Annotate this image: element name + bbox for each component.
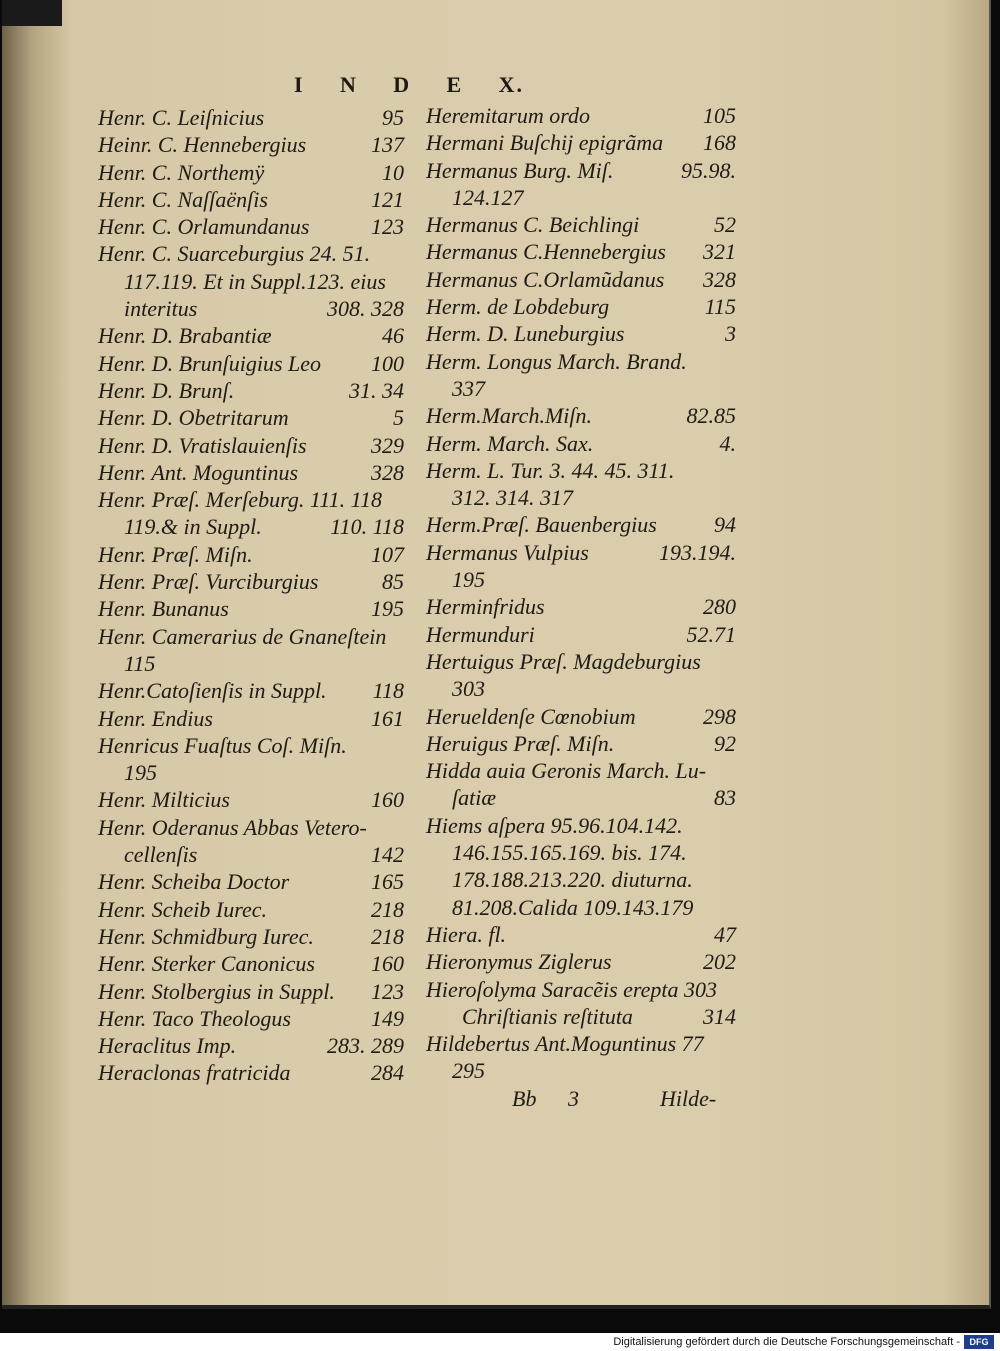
entry-page-number: 52	[714, 212, 736, 238]
index-entry	[98, 350, 404, 377]
index-entry	[98, 677, 404, 704]
index-entry	[426, 593, 736, 620]
index-entry	[426, 430, 736, 457]
entry-text: Henr. Milticius	[98, 787, 230, 813]
entry-page-number: 121	[371, 186, 404, 212]
entry-text: Henr. Præſ. Vurciburgius	[98, 569, 319, 595]
scan-edge	[2, 0, 62, 26]
index-entry	[426, 976, 736, 1003]
index-entry	[426, 402, 736, 429]
entry-text: Henricus Fuaſtus Coſ. Miſn.	[98, 732, 347, 758]
entry-page-number: 105	[703, 103, 736, 128]
entry-text: Herm. L. Tur. 3. 44. 45. 311.	[426, 457, 675, 483]
entry-text: cellenſis	[124, 842, 198, 868]
index-entry	[426, 1030, 736, 1057]
entry-text: Heinr. C. Hennebergius	[98, 132, 307, 158]
index-entry	[98, 923, 404, 950]
entry-text: Henr.Catoſienſis in Suppl.	[98, 678, 327, 704]
index-entry	[98, 759, 404, 786]
entry-text: Heremitarum ordo	[426, 103, 590, 128]
entry-page-number: 118	[372, 678, 404, 704]
entry-text: Herueldenſe Cœnobium	[426, 703, 636, 729]
entry-text: Henr. Oderanus Abbas Vetero-	[98, 814, 367, 840]
entry-text: Herminfridus	[426, 594, 545, 620]
entry-text: Hermanus C.Hennebergius	[426, 239, 666, 265]
index-entry	[426, 539, 736, 566]
index-entry	[98, 868, 404, 895]
entry-text: Henr. Ant. Moguntinus	[98, 459, 299, 485]
index-entry	[98, 786, 404, 813]
entry-page-number: 47	[714, 921, 736, 947]
index-entry	[98, 104, 404, 131]
entry-text: Hiems aſpera 95.96.104.142.	[426, 812, 683, 838]
index-entry	[426, 102, 736, 129]
index-entry	[426, 348, 736, 375]
entry-text: Hiera. fl.	[426, 921, 507, 947]
entry-text: 119.& in Suppl.	[124, 514, 262, 540]
entry-page-number: 115	[704, 294, 736, 320]
index-entry	[98, 595, 404, 622]
entry-page-number: 85	[382, 569, 404, 595]
entry-text: Hermanus Burg. Miſ.	[426, 157, 614, 183]
entry-text: 312. 314. 317	[452, 485, 573, 511]
index-entry	[426, 703, 736, 730]
entry-text: Henr. Præſ. Miſn.	[98, 541, 253, 567]
header-letter: N	[339, 72, 358, 97]
entry-page-number: 4.	[719, 430, 736, 456]
entry-page-number: 280	[703, 594, 736, 620]
entry-text: Henr. D. Brunſuigius Leo	[98, 350, 322, 376]
index-entry	[426, 1003, 736, 1030]
index-entry	[426, 1057, 736, 1084]
entry-text: Henr. C. Naſſaënſis	[98, 186, 268, 212]
entry-text: Henr. Endius	[98, 705, 213, 731]
header-letter: E	[446, 72, 464, 97]
entry-text: Henr. Præſ. Merſeburg. 111. 118	[98, 487, 382, 513]
entry-text: Henr. C. Suarceburgius 24. 51.	[98, 241, 371, 267]
entry-text: Herm. Longus March. Brand.	[426, 348, 687, 374]
signature-mark: Bb	[512, 1086, 537, 1111]
entry-text: 195	[124, 760, 157, 786]
index-entry	[98, 131, 404, 158]
header-letter: X.	[498, 72, 524, 97]
entry-text: 115	[124, 650, 156, 676]
entry-text: Herm. de Lobdeburg	[426, 294, 610, 320]
entry-text: ſatiæ	[452, 785, 497, 811]
index-entry	[98, 978, 404, 1005]
entry-page-number: 92	[714, 730, 736, 756]
entry-page-number: 298	[703, 703, 736, 729]
index-entry	[98, 950, 404, 977]
entry-page-number: 82.85	[686, 403, 736, 429]
index-entry	[426, 839, 736, 866]
index-entry	[98, 896, 404, 923]
entry-page-number: 168	[703, 130, 736, 156]
entry-text: Henr. C. Leiſnicius	[98, 105, 265, 130]
index-entry	[98, 459, 404, 486]
index-entry	[426, 293, 736, 320]
entry-page-number: 321	[703, 239, 736, 265]
index-entry	[426, 157, 736, 184]
entry-text: Henr. D. Obetritarum	[98, 405, 289, 431]
index-entry	[426, 812, 736, 839]
dfg-logo: DFG	[964, 1335, 994, 1349]
entry-page-number: 283. 289	[327, 1033, 404, 1059]
index-entry	[98, 268, 404, 295]
index-entry	[426, 484, 736, 511]
entry-text: Henr. Schmidburg Iurec.	[98, 923, 314, 949]
entry-text: Hermanus C.Orlamũdanus	[426, 266, 665, 292]
entry-text: Chriſtianis reſtituta	[462, 1003, 633, 1029]
book-page	[2, 0, 991, 1309]
entry-text: Herm. March. Sax.	[426, 430, 594, 456]
entry-text: 124.127	[452, 184, 524, 210]
entry-page-number: 94	[714, 512, 736, 538]
entry-text: Henr. D. Vratislauienſis	[98, 432, 307, 458]
entry-page-number: 329	[371, 432, 404, 458]
entry-page-number: 95.98.	[681, 157, 736, 183]
entry-text: Heraclonas fratricida	[98, 1060, 291, 1086]
index-entry	[98, 486, 404, 513]
index-entry	[426, 675, 736, 702]
index-entry	[426, 211, 736, 238]
entry-page-number: 46	[382, 323, 404, 349]
entry-page-number: 5	[393, 405, 404, 431]
index-entry	[98, 705, 404, 732]
index-entry	[98, 295, 404, 322]
index-entry	[98, 513, 404, 540]
entry-page-number: 193.194.	[659, 539, 736, 565]
entry-text: 295	[452, 1058, 485, 1084]
entry-page-number: 137	[371, 132, 404, 158]
entry-page-number: 161	[371, 705, 404, 731]
entry-text: Herm. D. Luneburgius	[426, 321, 625, 347]
entry-text: Hermanus C. Beichlingi	[426, 212, 640, 238]
entry-page-number: 308. 328	[327, 296, 404, 322]
entry-text: Hieronymus Ziglerus	[426, 949, 612, 975]
index-entry	[426, 238, 736, 265]
entry-text: Hieroſolyma Saracẽis erepta 303	[426, 976, 718, 1002]
index-column-right	[426, 102, 736, 1085]
index-entry	[98, 623, 404, 650]
entry-page-number: 95	[382, 105, 404, 130]
entry-text: Henr. C. Orlamundanus	[98, 214, 310, 240]
entry-text: Hidda auia Geronis March. Lu-	[426, 758, 707, 784]
entry-page-number: 328	[703, 266, 736, 292]
page-header	[294, 72, 524, 98]
entry-text: Hildebertus Ant.Moguntinus 77	[426, 1031, 704, 1057]
index-entry	[426, 621, 736, 648]
index-entry	[98, 1032, 404, 1059]
entry-text: Hermani Buſchij epigrãma	[426, 130, 664, 156]
entry-text: 178.188.213.220. diuturna.	[452, 867, 693, 893]
index-entry	[426, 757, 736, 784]
index-entry	[98, 159, 404, 186]
index-entry	[98, 841, 404, 868]
entry-text: 337	[452, 375, 485, 401]
index-entry	[426, 648, 736, 675]
index-entry	[98, 732, 404, 759]
index-entry	[426, 866, 736, 893]
entry-page-number: 10	[382, 159, 404, 185]
index-entry	[426, 184, 736, 211]
index-entry	[98, 541, 404, 568]
entry-page-number: 284	[371, 1060, 404, 1086]
entry-text: 117.119. Et in Suppl.123. eius	[124, 268, 386, 294]
index-entry	[98, 186, 404, 213]
index-entry	[426, 784, 736, 811]
entry-page-number: 202	[703, 949, 736, 975]
entry-text: Henr. Scheib Iurec.	[98, 896, 268, 922]
index-entry	[98, 1059, 404, 1086]
entry-page-number: 218	[371, 923, 404, 949]
index-entry	[426, 129, 736, 156]
entry-page-number: 83	[714, 785, 736, 811]
entry-page-number: 52.71	[686, 621, 736, 647]
entry-text: 303	[452, 676, 485, 702]
index-entry	[98, 377, 404, 404]
entry-page-number: 110. 118	[330, 514, 404, 540]
entry-text: Henr. Camerarius de Gnaneſtein	[98, 623, 387, 649]
catchword: Hilde-	[660, 1086, 717, 1111]
entry-text: Henr. Stolbergius in Suppl.	[98, 978, 335, 1004]
page-number: 3	[568, 1086, 579, 1111]
entry-text: Heraclitus Imp.	[98, 1033, 237, 1059]
entry-page-number: 123	[371, 978, 404, 1004]
entry-page-number: 328	[371, 459, 404, 485]
entry-page-number: 160	[371, 951, 404, 977]
entry-text: Herm.Præſ. Bauenbergius	[426, 512, 657, 538]
entry-page-number: 149	[371, 1005, 404, 1031]
header-letter: D	[393, 72, 412, 97]
index-entry	[98, 1005, 404, 1032]
index-entry	[426, 266, 736, 293]
index-entry	[426, 566, 736, 593]
entry-text: Henr. Scheiba Doctor	[98, 869, 290, 895]
entry-page-number: 314	[703, 1003, 736, 1029]
entry-text: Henr. D. Brunſ.	[98, 377, 235, 403]
index-entry	[98, 432, 404, 459]
index-entry	[98, 568, 404, 595]
entry-text: Herm.March.Miſn.	[426, 403, 592, 429]
entry-text: Henr. C. Northemÿ	[98, 159, 265, 185]
entry-text: Hertuigus Præſ. Magdeburgius	[426, 648, 701, 674]
index-entry	[426, 948, 736, 975]
entry-text: Hermunduri	[426, 621, 535, 647]
header-letter: I	[294, 72, 305, 97]
entry-page-number: 218	[371, 896, 404, 922]
entry-text: 81.208.Calida 109.143.179	[452, 894, 694, 920]
index-entry	[426, 511, 736, 538]
entry-text: Heruigus Præſ. Miſn.	[426, 730, 615, 756]
credit-text: Digitalisierung gefördert durch die Deutsche Forschungsgemeinschaft -	[613, 1336, 960, 1348]
entry-page-number: 100	[371, 350, 404, 376]
entry-text: Henr. Sterker Canonicus	[98, 951, 315, 977]
entry-text: Henr. Taco Theologus	[98, 1005, 291, 1031]
entry-page-number: 123	[371, 214, 404, 240]
entry-page-number: 160	[371, 787, 404, 813]
entry-text: 146.155.165.169. bis. 174.	[452, 840, 687, 866]
index-entry	[426, 921, 736, 948]
entry-page-number: 142	[371, 842, 404, 868]
entry-text: Henr. D. Brabantiæ	[98, 323, 272, 349]
index-entry	[98, 650, 404, 677]
entry-page-number: 195	[371, 596, 404, 622]
entry-text: 195	[452, 567, 485, 593]
index-entry	[98, 404, 404, 431]
index-entry	[426, 375, 736, 402]
entry-page-number: 165	[371, 869, 404, 895]
entry-text: Hermanus Vulpius	[426, 539, 589, 565]
index-entry	[98, 213, 404, 240]
index-entry	[426, 894, 736, 921]
index-entry	[426, 320, 736, 347]
index-entry	[426, 457, 736, 484]
entry-text: Henr. Bunanus	[98, 596, 229, 622]
entry-page-number: 3	[725, 321, 736, 347]
entry-text: interitus	[124, 296, 198, 322]
index-column-left	[98, 104, 404, 1087]
index-entry	[98, 322, 404, 349]
entry-page-number: 107	[371, 541, 404, 567]
index-entry	[426, 730, 736, 757]
index-entry	[98, 240, 404, 267]
index-entry	[98, 814, 404, 841]
entry-page-number: 31. 34	[349, 377, 404, 403]
